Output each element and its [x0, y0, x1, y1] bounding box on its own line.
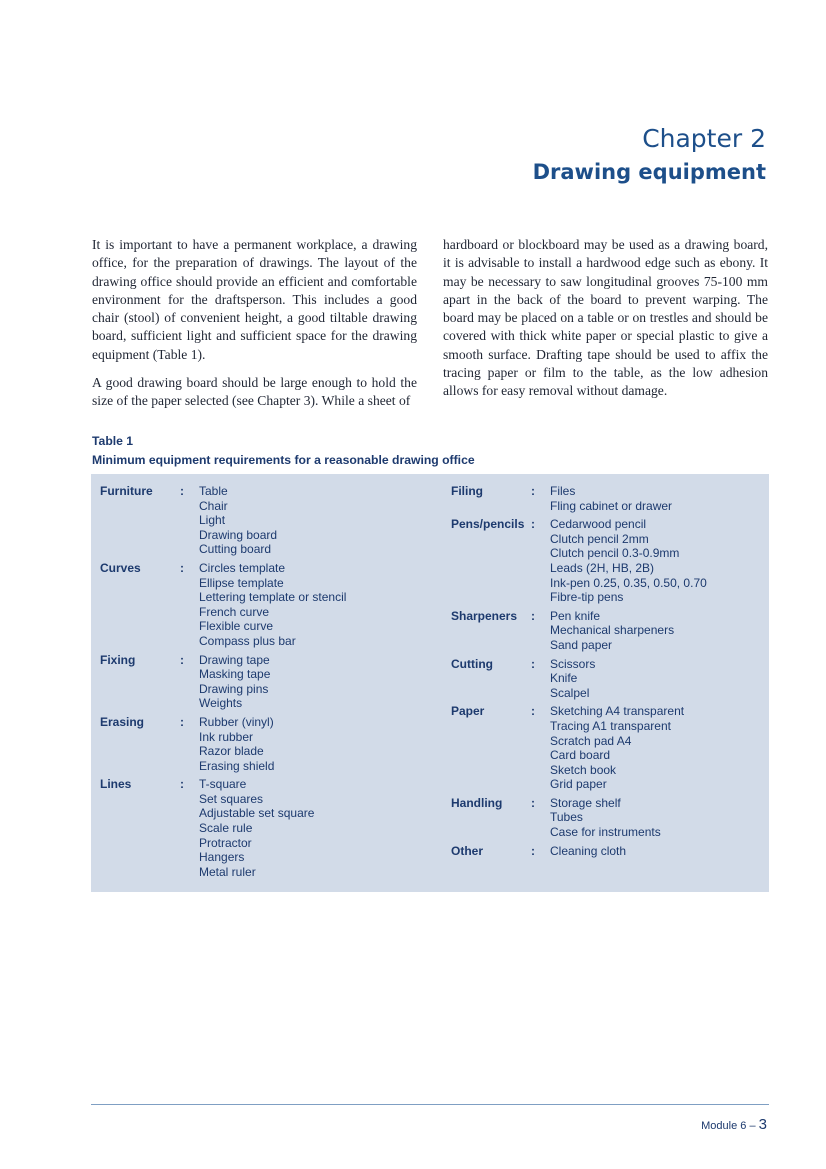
list-item: Sand paper: [550, 637, 613, 652]
category-colon: :: [531, 608, 535, 623]
category-colon: :: [531, 484, 535, 498]
list-item: Chair: [199, 498, 228, 513]
footer-separator: –: [749, 1120, 756, 1132]
list-item: Weights: [199, 696, 243, 711]
list-item: Ink-pen 0.25, 0.35, 0.50, 0.70: [550, 575, 707, 590]
list-item: Leads (2H, HB, 2B): [550, 560, 655, 575]
list-item: Sketch book: [550, 762, 617, 777]
list-item: Knife: [550, 671, 578, 686]
list-item: Masking tape: [199, 667, 271, 682]
category-colon: :: [531, 704, 535, 719]
category-colon: :: [531, 843, 535, 858]
table-group: [451, 704, 707, 792]
table-caption: [92, 432, 475, 470]
item-list: [199, 715, 274, 773]
page-footer: [701, 1116, 767, 1133]
list-item: Mechanical sharpeners: [550, 623, 675, 638]
item-list: [550, 609, 674, 653]
list-item: Fling cabinet or drawer: [550, 498, 673, 513]
list-item: Cedarwood pencil: [550, 517, 647, 532]
category-colon: :: [180, 777, 184, 792]
category-label: Paper: [451, 704, 485, 719]
category-colon: :: [180, 714, 184, 729]
category-colon: :: [531, 795, 535, 810]
category-colon: :: [180, 484, 184, 498]
table-group: [451, 484, 707, 513]
table-column-right: [451, 484, 707, 862]
list-item: Cutting board: [199, 542, 272, 557]
list-item: Lettering template or stencil: [199, 590, 347, 605]
table-label: Table 1: [92, 434, 134, 448]
list-item: French curve: [199, 604, 270, 619]
list-item: Drawing pins: [199, 681, 269, 696]
table-group: [451, 609, 707, 653]
body-column-left: [92, 236, 417, 421]
list-item: Card board: [550, 748, 611, 763]
table-title: Minimum equipment requirements for a reasonable drawing office: [92, 453, 475, 467]
list-item: Tubes: [550, 810, 583, 825]
list-item: Grid paper: [550, 777, 607, 792]
list-item: Scalpel: [550, 685, 590, 700]
item-list: [199, 653, 270, 711]
chapter-title: Drawing equipment: [532, 160, 766, 184]
list-item: Flexible curve: [199, 619, 274, 634]
list-item: Cleaning cloth: [550, 843, 627, 858]
list-item: Sketching A4 transparent: [550, 704, 685, 719]
category-label: Fixing: [100, 652, 136, 667]
table-group: [451, 657, 707, 701]
chapter-number: Chapter 2: [642, 124, 766, 153]
page-number: 3: [758, 1116, 767, 1133]
category-label: Filing: [451, 484, 483, 498]
list-item: Tracing A1 transparent: [550, 718, 671, 733]
category-colon: :: [531, 656, 535, 671]
list-item: Storage shelf: [550, 795, 621, 810]
table-group: [100, 653, 346, 711]
category-label: Erasing: [100, 714, 145, 729]
list-item: Rubber (vinyl): [199, 714, 274, 729]
item-list: [199, 561, 346, 649]
list-item: Adjustable set square: [199, 806, 315, 821]
category-label: Furniture: [100, 484, 153, 498]
table-group: [451, 796, 707, 840]
list-item: Ink rubber: [199, 729, 254, 744]
list-item: Pen knife: [550, 608, 601, 623]
body-paragraph: hardboard or blockboard may be used as a drawing board, it is advisable to install a hardwood edge such as ebony. It may be necessary to saw longitudinal grooves 75-100 mm apart in the back of the board to prevent warping. The board may be placed on a table or on trestles and should be covered with thick white paper or special plastic to give a smooth surface. Drafting tape should be used to affix the tracing paper or film to the table, as the low adhesion allows for easy removal without damage.: [443, 237, 768, 399]
list-item: Circles template: [199, 560, 286, 575]
list-item: Hangers: [199, 850, 245, 865]
item-list: [199, 484, 277, 557]
list-item: Light: [199, 513, 226, 528]
list-item: Fibre-tip pens: [550, 590, 624, 605]
list-item: Protractor: [199, 835, 252, 850]
list-item: Razor blade: [199, 744, 264, 759]
list-item: Files: [550, 484, 576, 498]
category-label: Other: [451, 843, 484, 858]
table-group: [451, 844, 707, 859]
chapter-heading: [533, 122, 766, 188]
footer-divider: [91, 1104, 769, 1105]
item-list: [550, 704, 684, 792]
list-item: Erasing shield: [199, 758, 275, 773]
table-group: [100, 715, 346, 773]
item-list: [550, 796, 661, 840]
table-group: [451, 517, 707, 605]
list-item: Case for instruments: [550, 825, 661, 840]
category-colon: :: [180, 560, 184, 575]
item-list: [550, 657, 595, 701]
body-column-right: [443, 236, 768, 411]
body-paragraph: A good drawing board should be large enough to hold the size of the paper selected (see Chapter 3). While a sheet of: [92, 375, 417, 409]
category-label: Handling: [451, 795, 503, 810]
category-colon: :: [180, 652, 184, 667]
category-label: Sharpeners: [451, 608, 518, 623]
category-label: Lines: [100, 777, 132, 792]
table-column-left: [100, 484, 346, 883]
footer-module: Module 6: [701, 1120, 747, 1132]
list-item: Drawing board: [199, 527, 278, 542]
list-item: Clutch pencil 2mm: [550, 531, 649, 546]
category-colon: :: [531, 517, 535, 532]
list-item: Scratch pad A4: [550, 733, 632, 748]
table-group: [100, 561, 346, 649]
category-label: Pens/pencils: [451, 517, 525, 532]
table-group: [100, 484, 346, 557]
list-item: Clutch pencil 0.3-0.9mm: [550, 546, 680, 561]
list-item: Compass plus bar: [199, 633, 296, 648]
item-list: [550, 517, 707, 605]
category-label: Curves: [100, 560, 141, 575]
category-label: Cutting: [451, 656, 493, 671]
list-item: Scale rule: [199, 821, 253, 836]
list-item: Ellipse template: [199, 575, 284, 590]
table-group: [100, 777, 346, 879]
list-item: Metal ruler: [199, 864, 256, 879]
body-paragraph: It is important to have a permanent workplace, a drawing office, for the preparation of drawings. The layout of the drawing office should provide an efficient and comfortable environment for the draftsperson. This includes a good chair (stool) of convenient height, a good tiltable drawing board, sufficient light and sufficient space for the drawing equipment (Table 1).: [92, 237, 417, 362]
list-item: T-square: [199, 777, 247, 792]
item-list: [199, 777, 314, 879]
list-item: Set squares: [199, 791, 264, 806]
item-list: [550, 844, 626, 859]
list-item: Table: [199, 484, 228, 498]
list-item: Scissors: [550, 656, 596, 671]
equipment-table: [91, 474, 769, 892]
list-item: Drawing tape: [199, 652, 270, 667]
item-list: [550, 484, 672, 513]
